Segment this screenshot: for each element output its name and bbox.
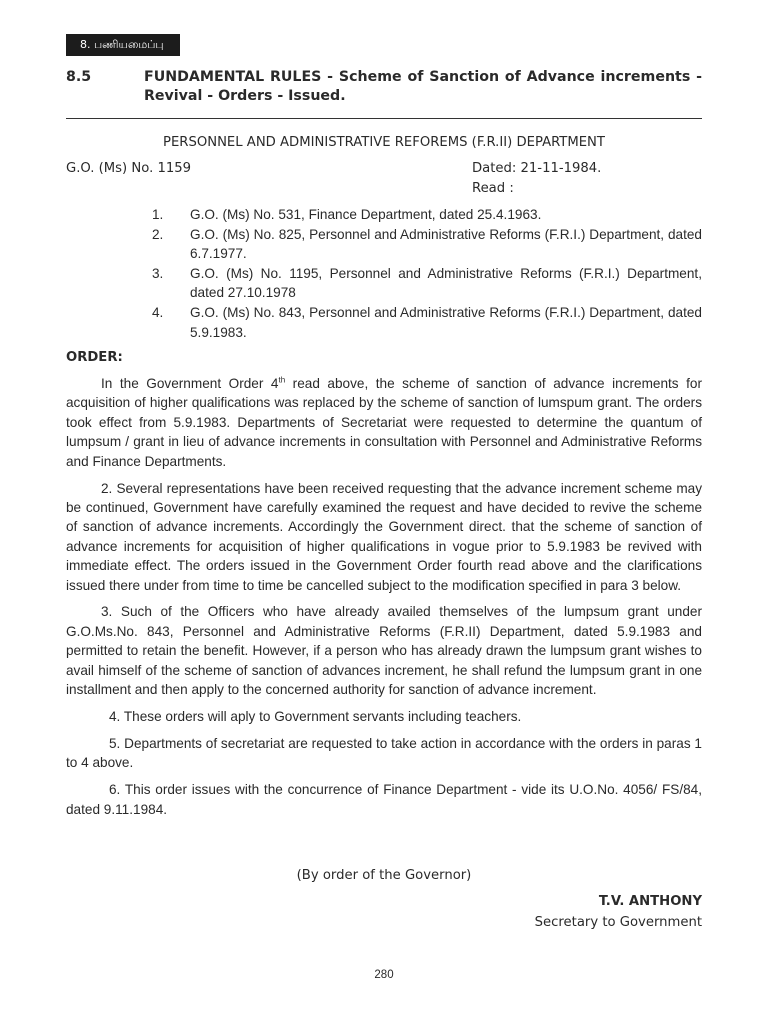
go-number: G.O. (Ms) No. 1159 [66, 161, 192, 176]
read-label: Read : [472, 181, 514, 196]
order-date: Dated: 21-11-1984. [472, 161, 602, 176]
reference-item [152, 264, 702, 303]
paragraph-5: 5. Departments of secretariat are requested to take action in accordance with the orders in paras 1 to 4 above. [66, 735, 702, 771]
title-divider [66, 118, 702, 119]
page-number: 280 [374, 969, 394, 981]
reference-item [152, 205, 702, 225]
paragraph-1-start: In the Government Order 4 [101, 376, 279, 391]
paragraph-3: 3. Such of the Officers who have already availed themselves of the lumpsum grant under G.O.Ms.No. 843, Personnel and Administrative Reforms (F.R.II) Department, dated 5.9.1983 and permitted to retain the benefit. However, if a person who has already drawn the lumpsum grant wishes to avail himself of the scheme of sanction of advances increment, he shall refund the lumpsum grant in one installment and then apply to the concerned authority for sanction of advance increment. [66, 604, 702, 698]
chapter-tag: 8. பணியமைப்பு [66, 34, 180, 56]
paragraph-4: 4. These orders will aply to Government servants including teachers. [109, 709, 522, 724]
paragraph-6: 6. This order issues with the concurrence of Finance Department - vide its U.O.No. 4056/ FS/84, dated 9.11.1984. [66, 782, 702, 817]
order-heading: ORDER: [66, 350, 123, 365]
order-body [66, 374, 702, 827]
reference-item [152, 225, 702, 264]
department-heading: PERSONNEL AND ADMINISTRATIVE REFOREMS (F.R.II) DEPARTMENT [163, 135, 605, 150]
signatory-name: T.V. ANTHONY [598, 894, 702, 909]
by-order-line: (By order of the Governor) [296, 868, 472, 883]
reference-number: 2. [152, 226, 164, 242]
reference-text: G.O. (Ms) No. 531, Finance Department, dated 25.4.1963. [190, 207, 542, 222]
reference-list [152, 205, 702, 342]
reference-number: 1. [152, 207, 164, 222]
paragraph-2: 2. Several representations have been received requesting that the advance increment scheme may be continued, Government have carefully examined the request and have decided to revive the scheme of sanction of advance increments. Accordingly the Government direct. that the scheme of sanction of advance increments for acquisition of higher qualifications in vogue prior to 5.9.1983 be revived with immediate effect. The orders issued in the Government Order fourth read above and the clarifications issued there under from time to time be cancelled subject to the modification specified in para 3 below. [66, 480, 702, 593]
reference-text: G.O. (Ms) No. 825, Personnel and Administrative Reforms (F.R.I.) Department, dated 6.7.1977. [190, 226, 702, 262]
reference-text: G.O. (Ms) No. 1195, Personnel and Administrative Reforms (F.R.I.) Department, dated 27.10.1978 [190, 265, 702, 301]
signatory-designation: Secretary to Government [534, 915, 702, 930]
reference-number: 4. [152, 304, 164, 320]
paragraph-1-rest: read above, the scheme of sanction of advance increments for acquisition of higher qualifications was replaced by the scheme of sanction of lumspum grant. The orders took effect from 5.9.1983. Departments of Secretariat were requested to determine the quantum of lumpsum / grant in lieu of advance increments in consultation with Personnel and Administrative Reforms and Finance Departments. [66, 376, 702, 469]
section-title: FUNDAMENTAL RULES - Scheme of Sanction of Advance increments - Revival - Orders - Issued. [144, 69, 702, 104]
paragraph-1 [66, 374, 702, 471]
reference-text: G.O. (Ms) No. 843, Personnel and Administrative Reforms (F.R.I.) Department, dated 5.9.1983. [190, 304, 702, 340]
reference-item [152, 303, 702, 342]
ordinal-suffix: th [278, 375, 286, 385]
section-number: 8.5 [66, 69, 92, 85]
reference-number: 3. [152, 265, 164, 281]
